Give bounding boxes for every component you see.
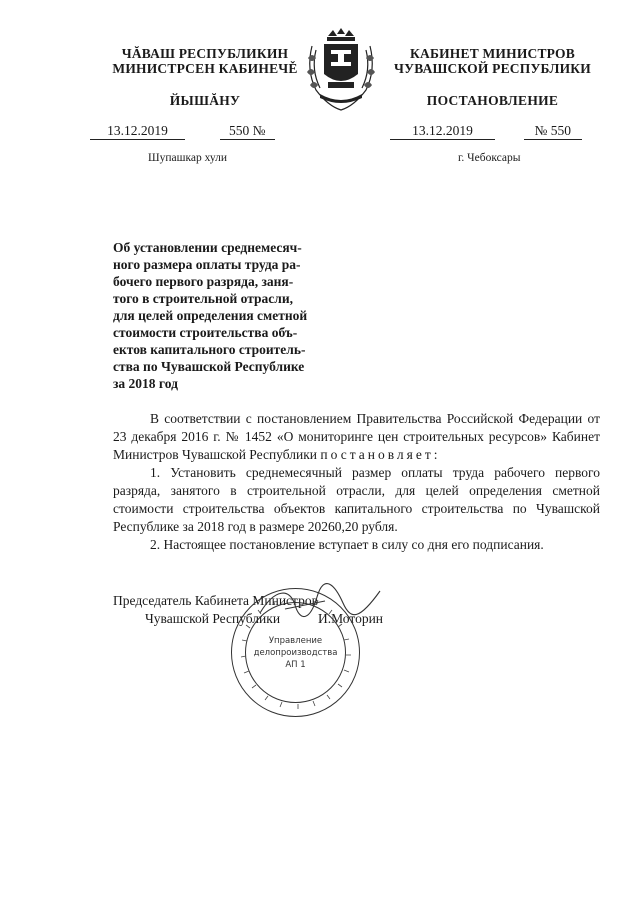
org-name-chuvash [105,46,305,76]
title-line: Об установлении среднемесяч- [113,240,302,255]
document-number: № 550 [524,123,582,140]
official-stamp [228,585,363,720]
doctype-chuvash: ЙЫШĂНУ [169,93,241,108]
org-name-line: ЧУВАШСКОЙ РЕСПУБЛИКИ [394,61,591,76]
resolution-keyword: постановляет: [320,447,441,462]
coat-of-arms-emblem [300,28,382,112]
city-russian: г. Чебоксары [458,152,521,164]
title-line: того в строительной отрасли, [113,291,293,306]
body-paragraph: 1. Установить среднемесячный размер оплаты труда рабочего первого разряда, занятого в строительной отрасли, для целей определения сметной стоимости строительства объектов капитального строительства по Чувашской Республике за 2018 год в размере 20260,20 рубля. [113,465,600,534]
document-date: 13.12.2019 [390,123,495,140]
document-date: 13.12.2019 [90,123,185,140]
title-line: ектов капитального строитель- [113,342,306,357]
body-paragraph: 2. Настоящее постановление вступает в силу со дня его подписания. [150,537,544,552]
title-line: для целей определения сметной [113,308,308,323]
title-line: ства по Чувашской Республике [113,359,305,374]
org-name-line: КАБИНЕТ МИНИСТРОВ [410,46,575,61]
left-date-row [90,123,275,140]
org-name-line: ЧĂВАШ РЕСПУБЛИКИН [121,46,289,61]
right-date-row [390,123,582,140]
document-number: 550 № [220,123,275,140]
preamble-text: В соответствии с постановлением Правительства Российской Федерации от 23 декабря 2016 г. № 1452 «О мониторинге цен строительных ресурсов» Кабинет Министров Чувашской Республики [113,411,600,462]
signatory-title-line1: Председатель Кабинета Министров [113,593,318,608]
document-title [113,239,319,392]
title-line: бочего первого разряда, заня- [113,274,294,289]
title-line: за 2018 год [113,376,178,391]
stamp-line: АП 1 [285,660,306,670]
org-name-line: МИНИСТРСЕН КАБИНЕЧĚ [112,61,298,76]
title-line: стоимости строительства объ- [113,325,298,340]
document-body [113,410,600,554]
body-paragraph [113,410,600,464]
stamp-line: делопроизводства [253,648,338,658]
city-chuvash: Шупашкар хули [148,152,228,164]
stamp-line: Управление [268,636,323,646]
doctype-russian: ПОСТАНОВЛЕНИЕ [426,93,559,108]
signatory-title-line2: Чувашской Республики [145,611,281,626]
title-line: ного размера оплаты труда ра- [113,257,301,272]
org-name-russian [385,46,600,76]
signatory-name: И.Моторин [318,611,384,626]
